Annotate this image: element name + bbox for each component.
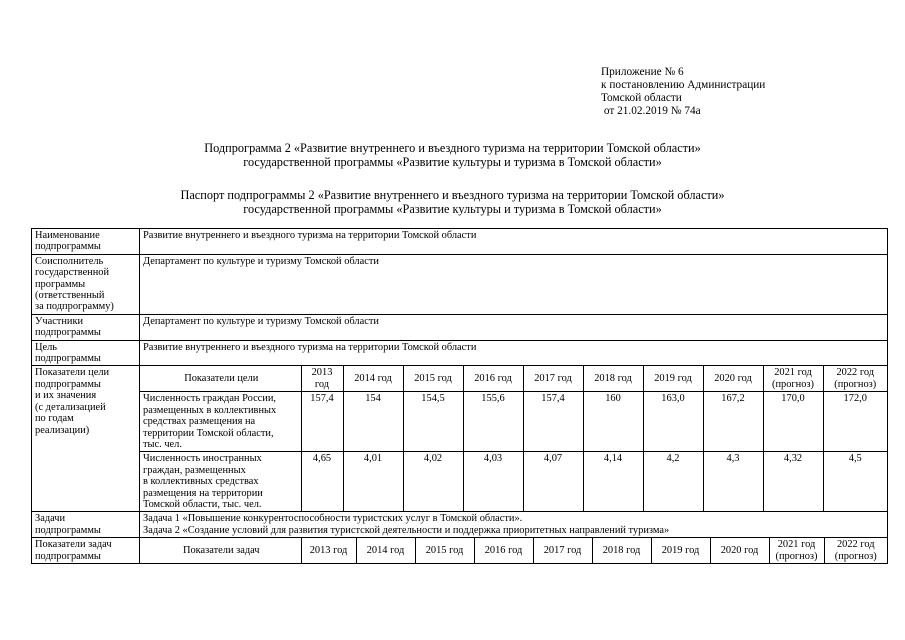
row-label: Цель подпрограммы [32, 340, 140, 366]
row-label: Участники подпрограммы [32, 314, 140, 340]
row-coexecutor [32, 254, 888, 314]
indicator-value: 170,0 [763, 392, 823, 452]
subprogram-title-line: государственной программы «Развитие культуры и туризма в Томской области» [243, 155, 662, 169]
passport-title [0, 188, 905, 216]
column-header: 2017 год [533, 538, 592, 563]
row-goal [32, 340, 888, 366]
column-header: 2022 год (прогноз) [823, 366, 887, 391]
column-header: 2021 год (прогноз) [763, 366, 823, 391]
column-header: 2021 год (прогноз) [769, 538, 824, 563]
indicator-value: 157,4 [523, 392, 583, 452]
passport-table [31, 228, 888, 564]
indicator-value: 154,5 [403, 392, 463, 452]
row-task-indicators [32, 538, 888, 564]
table-header-row [140, 366, 887, 391]
row-label: Соисполнитель государственной программы (ответственный за подпрограмму) [32, 254, 140, 314]
row-label: Показатели цели подпрограммы и их значения (с детализацией по годам реализации) [32, 366, 140, 512]
appendix-block [601, 66, 765, 118]
goal-indicators-cell [140, 366, 888, 512]
row-value: Департамент по культуре и туризму Томской области [140, 254, 888, 314]
indicator-name: Численность иностранных граждан, размещенных в коллективных средствах размещения на территории Томской области, тыс. чел. [140, 452, 301, 512]
indicator-value: 4,14 [583, 452, 643, 512]
column-header: 2018 год [592, 538, 651, 563]
indicator-value: 155,6 [463, 392, 523, 452]
task-1: Задача 1 «Повышение конкурентоспособности туристских услуг в Томской области». [143, 513, 523, 525]
column-header: 2015 год [403, 366, 463, 391]
column-header: 2016 год [474, 538, 533, 563]
passport-title-line: Паспорт подпрограммы 2 «Развитие внутреннего и въездного туризма на территории Томской области» [180, 188, 725, 202]
indicator-value: 4,03 [463, 452, 523, 512]
column-header: 2014 год [356, 538, 415, 563]
column-header: 2017 год [523, 366, 583, 391]
column-header: 2013 год [301, 366, 343, 391]
row-participants [32, 314, 888, 340]
task-indicators-table [140, 538, 887, 563]
column-header: 2013 год [301, 538, 356, 563]
column-header: 2016 год [463, 366, 523, 391]
row-tasks [32, 512, 888, 538]
indicator-value: 4,5 [823, 452, 887, 512]
indicator-value: 4,07 [523, 452, 583, 512]
indicator-value: 163,0 [643, 392, 703, 452]
indicator-value: 160 [583, 392, 643, 452]
column-header: 2022 год (прогноз) [824, 538, 887, 563]
row-value: Развитие внутреннего и въездного туризма на территории Томской области [140, 229, 888, 255]
appendix-line: от 21.02.2019 № 74а [601, 105, 701, 117]
column-header: 2019 год [643, 366, 703, 391]
row-label: Задачи подпрограммы [32, 512, 140, 538]
subprogram-title-line: Подпрограмма 2 «Развитие внутреннего и въездного туризма на территории Томской области» [204, 141, 701, 155]
table-row [140, 392, 887, 452]
indicator-value: 157,4 [301, 392, 343, 452]
indicator-value: 154 [343, 392, 403, 452]
indicator-value: 172,0 [823, 392, 887, 452]
subprogram-title [0, 141, 905, 169]
column-header: Показатели задач [182, 544, 260, 556]
row-value [140, 512, 888, 538]
indicator-value: 4,65 [301, 452, 343, 512]
appendix-line: к постановлению Администрации [601, 79, 766, 91]
task-2: Задача 2 «Создание условий для развития туристской деятельности и поддержка приоритетных направлений туризма» [143, 524, 670, 536]
row-name [32, 229, 888, 255]
passport-title-line: государственной программы «Развитие культуры и туризма в Томской области» [243, 202, 662, 216]
row-goal-indicators [32, 366, 888, 512]
task-indicators-cell [140, 538, 888, 564]
row-value: Департамент по культуре и туризму Томской области [140, 314, 888, 340]
row-label: Наименование подпрограммы [32, 229, 140, 255]
indicator-value: 167,2 [703, 392, 763, 452]
column-header: 2020 год [710, 538, 769, 563]
indicator-value: 4,2 [643, 452, 703, 512]
column-header: 2014 год [343, 366, 403, 391]
row-value: Развитие внутреннего и въездного туризма на территории Томской области [140, 340, 888, 366]
appendix-line: Приложение № 6 [601, 66, 684, 78]
indicator-name: Численность граждан России, размещенных в коллективных средствах размещения на территории Томской области, тыс. чел. [140, 392, 301, 452]
indicator-value: 4,3 [703, 452, 763, 512]
appendix-line: Томской области [601, 92, 682, 104]
row-label: Показатели задач подпрограммы [32, 538, 140, 564]
column-header: 2015 год [415, 538, 474, 563]
table-row [140, 452, 887, 512]
column-header: 2019 год [651, 538, 710, 563]
column-header: Показатели цели [184, 373, 259, 385]
indicator-value: 4,01 [343, 452, 403, 512]
table-header-row [140, 538, 887, 563]
column-header: 2018 год [583, 366, 643, 391]
indicator-value: 4,32 [763, 452, 823, 512]
goal-indicators-table [140, 366, 887, 511]
column-header: 2020 год [703, 366, 763, 391]
indicator-value: 4,02 [403, 452, 463, 512]
